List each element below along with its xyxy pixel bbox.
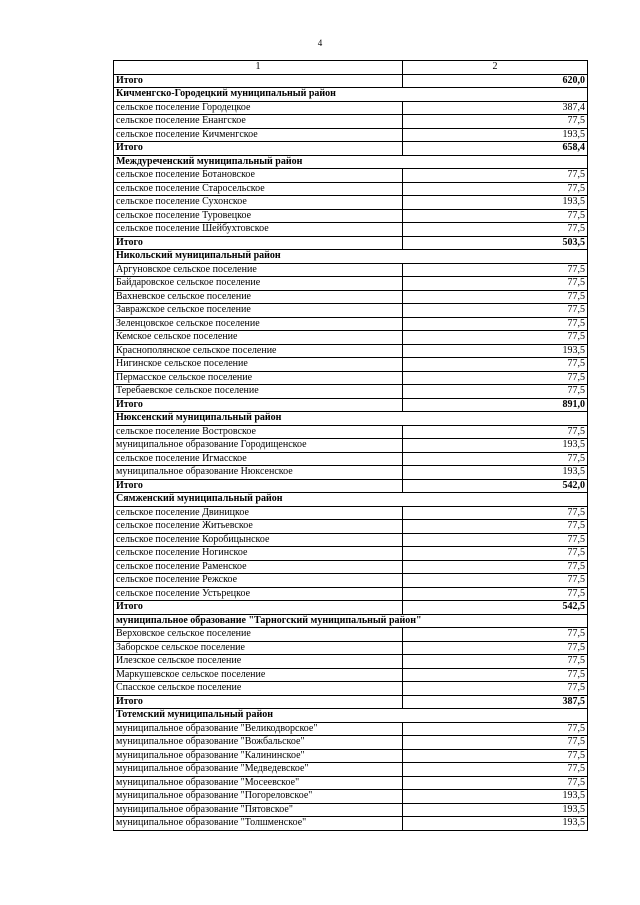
table-body (114, 74, 588, 830)
amount-value: 193,5 (403, 344, 588, 358)
table-row (114, 196, 588, 210)
settlement-name: Маркушевское сельское поселение (114, 668, 403, 682)
amount-value: 77,5 (403, 209, 588, 223)
table-row (114, 115, 588, 129)
table-row (114, 763, 588, 777)
table-row (114, 439, 588, 453)
amount-value: 77,5 (403, 304, 588, 318)
settlement-name: Теребаевское сельское поселение (114, 385, 403, 399)
amount-value: 77,5 (403, 682, 588, 696)
total-label: Итого (114, 695, 403, 709)
amount-value: 77,5 (403, 385, 588, 399)
settlement-name: сельское поселение Режское (114, 574, 403, 588)
settlement-name: Аргуновское сельское поселение (114, 263, 403, 277)
amount-value: 77,5 (403, 317, 588, 331)
table-row (114, 655, 588, 669)
amount-value: 193,5 (403, 803, 588, 817)
district-name: Тотемский муниципальный район (114, 709, 588, 723)
table-row (114, 425, 588, 439)
settlement-name: Заборское сельское поселение (114, 641, 403, 655)
district-header-row (114, 709, 588, 723)
settlement-name: сельское поселение Кичменгское (114, 128, 403, 142)
amount-value: 77,5 (403, 628, 588, 642)
amount-value: 77,5 (403, 290, 588, 304)
district-name: Никольский муниципальный район (114, 250, 588, 264)
settlement-name: сельское поселение Коробицынское (114, 533, 403, 547)
total-label: Итого (114, 479, 403, 493)
total-value: 542,5 (403, 601, 588, 615)
table-row (114, 817, 588, 831)
amount-value: 77,5 (403, 574, 588, 588)
settlement-name: муниципальное образование "Вожбальское" (114, 736, 403, 750)
settlement-name: сельское поселение Двиницкое (114, 506, 403, 520)
settlement-name: муниципальное образование "Великодворское" (114, 722, 403, 736)
amount-value: 387,4 (403, 101, 588, 115)
total-value: 658,4 (403, 142, 588, 156)
table-row (114, 560, 588, 574)
amount-value: 77,5 (403, 115, 588, 129)
settlement-name: Верховское сельское поселение (114, 628, 403, 642)
column-header-2: 2 (403, 61, 588, 75)
table-row (114, 290, 588, 304)
table-row (114, 331, 588, 345)
table-row (114, 736, 588, 750)
total-value: 891,0 (403, 398, 588, 412)
table-row (114, 317, 588, 331)
settlement-name: сельское поселение Сухонское (114, 196, 403, 210)
amount-value: 77,5 (403, 668, 588, 682)
table-row (114, 682, 588, 696)
total-value: 503,5 (403, 236, 588, 250)
settlement-name: Нигинское сельское поселение (114, 358, 403, 372)
district-header-row (114, 493, 588, 507)
table-row (114, 506, 588, 520)
amount-value: 77,5 (403, 358, 588, 372)
amount-value: 77,5 (403, 425, 588, 439)
table-row (114, 277, 588, 291)
settlement-name: Илезское сельское поселение (114, 655, 403, 669)
settlement-name: Зеленцовское сельское поселение (114, 317, 403, 331)
table-row (114, 344, 588, 358)
district-name: муниципальное образование "Тарногский муниципальный район" (114, 614, 588, 628)
settlement-name: Вахневское сельское поселение (114, 290, 403, 304)
amount-value: 77,5 (403, 641, 588, 655)
table-row (114, 547, 588, 561)
settlement-name: сельское поселение Игмасское (114, 452, 403, 466)
table-row (114, 169, 588, 183)
amount-value: 193,5 (403, 790, 588, 804)
amount-value: 77,5 (403, 263, 588, 277)
total-row (114, 236, 588, 250)
table-row (114, 304, 588, 318)
settlement-name: Спасское сельское поселение (114, 682, 403, 696)
district-name: Кичменгско-Городецкий муниципальный район (114, 88, 588, 102)
amount-value: 77,5 (403, 776, 588, 790)
amount-value: 77,5 (403, 749, 588, 763)
district-name: Нюксенский муниципальный район (114, 412, 588, 426)
table-row (114, 668, 588, 682)
settlement-name: Завражское сельское поселение (114, 304, 403, 318)
table-row (114, 371, 588, 385)
table-row (114, 385, 588, 399)
table-row (114, 790, 588, 804)
settlement-name: муниципальное образование "Пятовское" (114, 803, 403, 817)
amount-value: 193,5 (403, 466, 588, 480)
table-row (114, 749, 588, 763)
settlement-name: сельское поселение Ногинское (114, 547, 403, 561)
amount-value: 77,5 (403, 520, 588, 534)
settlement-name: сельское поселение Устьрецкое (114, 587, 403, 601)
settlement-name: сельское поселение Востровское (114, 425, 403, 439)
allocation-table (113, 60, 588, 831)
table-row (114, 358, 588, 372)
settlement-name: муниципальное образование "Мосеевское" (114, 776, 403, 790)
settlement-name: сельское поселение Туровецкое (114, 209, 403, 223)
table-row (114, 209, 588, 223)
amount-value: 77,5 (403, 763, 588, 777)
total-label: Итого (114, 601, 403, 615)
settlement-name: сельское поселение Старосельское (114, 182, 403, 196)
district-header-row (114, 412, 588, 426)
total-value: 620,0 (403, 74, 588, 88)
amount-value: 193,5 (403, 439, 588, 453)
settlement-name: Пермасское сельское поселение (114, 371, 403, 385)
table-row (114, 803, 588, 817)
table-row (114, 452, 588, 466)
settlement-name: Краснополянское сельское поселение (114, 344, 403, 358)
amount-value: 77,5 (403, 331, 588, 345)
amount-value: 77,5 (403, 452, 588, 466)
table-row (114, 182, 588, 196)
table-row (114, 520, 588, 534)
amount-value: 193,5 (403, 128, 588, 142)
amount-value: 77,5 (403, 182, 588, 196)
settlement-name: муниципальное образование "Толшменское" (114, 817, 403, 831)
amount-value: 77,5 (403, 223, 588, 237)
district-name: Сямженский муниципальный район (114, 493, 588, 507)
table-row (114, 533, 588, 547)
table-row (114, 641, 588, 655)
settlement-name: Байдаровское сельское поселение (114, 277, 403, 291)
amount-value: 77,5 (403, 533, 588, 547)
district-header-row (114, 614, 588, 628)
district-header-row (114, 155, 588, 169)
district-header-row (114, 250, 588, 264)
settlement-name: сельское поселение Раменское (114, 560, 403, 574)
total-label: Итого (114, 74, 403, 88)
amount-value: 77,5 (403, 277, 588, 291)
table-row (114, 574, 588, 588)
table-row (114, 128, 588, 142)
amount-value: 77,5 (403, 547, 588, 561)
table-row (114, 263, 588, 277)
settlement-name: муниципальное образование "Калининское" (114, 749, 403, 763)
total-value: 542,0 (403, 479, 588, 493)
settlement-name: сельское поселение Енангское (114, 115, 403, 129)
table-row (114, 466, 588, 480)
settlement-name: сельское поселение Шейбухтовское (114, 223, 403, 237)
total-label: Итого (114, 236, 403, 250)
total-row (114, 398, 588, 412)
settlement-name: сельское поселение Житьевское (114, 520, 403, 534)
amount-value: 77,5 (403, 169, 588, 183)
amount-value: 77,5 (403, 506, 588, 520)
settlement-name: муниципальное образование "Погореловское" (114, 790, 403, 804)
settlement-name: муниципальное образование "Медведевское" (114, 763, 403, 777)
table-row (114, 101, 588, 115)
total-row (114, 601, 588, 615)
amount-value: 77,5 (403, 560, 588, 574)
table-row (114, 628, 588, 642)
amount-value: 77,5 (403, 371, 588, 385)
settlement-name: муниципальное образование Нюксенское (114, 466, 403, 480)
table-row (114, 722, 588, 736)
total-label: Итого (114, 142, 403, 156)
page-number: 4 (317, 38, 323, 48)
table-row (114, 223, 588, 237)
settlement-name: сельское поселение Ботановское (114, 169, 403, 183)
column-header-1: 1 (114, 61, 403, 75)
total-label: Итого (114, 398, 403, 412)
amount-value: 77,5 (403, 587, 588, 601)
amount-value: 77,5 (403, 722, 588, 736)
settlement-name: Кемское сельское поселение (114, 331, 403, 345)
total-row (114, 142, 588, 156)
amount-value: 77,5 (403, 655, 588, 669)
amount-value: 77,5 (403, 736, 588, 750)
table-row (114, 776, 588, 790)
total-row (114, 479, 588, 493)
settlement-name: сельское поселение Городецкое (114, 101, 403, 115)
total-row (114, 695, 588, 709)
table-row (114, 587, 588, 601)
amount-value: 193,5 (403, 196, 588, 210)
total-value: 387,5 (403, 695, 588, 709)
district-header-row (114, 88, 588, 102)
total-row (114, 74, 588, 88)
district-name: Междуреченский муниципальный район (114, 155, 588, 169)
settlement-name: муниципальное образование Городищенское (114, 439, 403, 453)
amount-value: 193,5 (403, 817, 588, 831)
table-header-row (114, 61, 588, 75)
